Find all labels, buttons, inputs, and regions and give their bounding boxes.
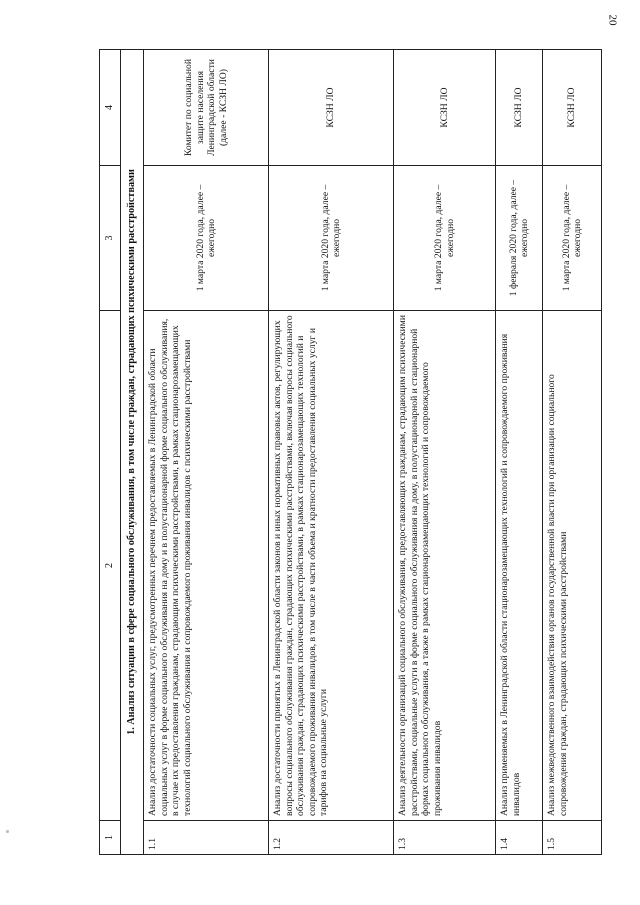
row-deadline: 1 марта 2020 года, далее – ежегодно	[543, 166, 602, 311]
row-executor: КСЗН ЛО	[543, 50, 602, 166]
row-description: Анализ применяемых в Ленинградской области стационарозамещающих технологий и сопровождаемого проживания инвалидов	[496, 311, 543, 821]
rotated-page-content	[99, 50, 584, 855]
row-number: 1.5	[543, 821, 602, 855]
scan-speck	[6, 830, 9, 833]
action-plan-table	[99, 49, 602, 855]
table-row	[269, 50, 394, 855]
header-row	[100, 50, 121, 855]
row-number: 1.1	[144, 821, 269, 855]
row-description: Анализ достаточности социальных услуг, предусмотренных перечнем предоставляемых в Ленинградской области социальных услуг в форме социального обслуживания на дому и в полустационарной форме социального обслуживания, в случае их предоставления гражданам, страдающим психическими расстройствами, в рамках стационарозамещающих технологий социального обслуживания и сопровождаемого проживания инвалидов с психическими расстройствами	[144, 311, 269, 821]
row-executor: КСЗН ЛО	[496, 50, 543, 166]
section-title: 1. Анализ ситуации в сфере социального обслуживания, в том числе граждан, страдающих психическими расстройствами	[121, 50, 144, 855]
section-row	[121, 50, 144, 855]
row-deadline: 1 марта 2020 года, далее – ежегодно	[269, 166, 394, 311]
row-description: Анализ достаточности принятых в Ленинградской области законов и иных нормативных правовых актов, регулирующих вопросы социального обслуживания граждан, страдающих психическими расстройствами, включая вопросы социального обслуживания граждан, страдающих психическими расстройствами, в рамках стационарозамещающих технологий и сопровождаемого проживания инвалидов, в том числе в части объема и кратности предоставления социальных услуг и тарифов на социальные услуги	[269, 311, 394, 821]
table-row	[144, 50, 269, 855]
row-description: Анализ деятельности организаций социального обслуживания, предоставляющих гражданам, страдающим психическими расстройствами, социальные услуги в форме социального обслуживания на дому, в полустационарной и стационарной формах социального обслуживания, а также в рамках стационарозамещающих технологий и сопровождаемого проживания инвалидов	[394, 311, 496, 821]
column-header-4: 4	[100, 50, 121, 166]
row-executor: Комитет по социальной защите населения Ленинградской области (далее - КСЗН ЛО)	[144, 50, 269, 166]
column-header-3: 3	[100, 166, 121, 311]
page-number: 20	[606, 14, 619, 26]
row-deadline: 1 марта 2020 года, далее – ежегодно	[394, 166, 496, 311]
row-description: Анализ межведомственного взаимодействия органов государственной власти при организации социального сопровождения граждан, страдающих психическими расстройствами	[543, 311, 602, 821]
row-executor: КСЗН ЛО	[269, 50, 394, 166]
row-number: 1.3	[394, 821, 496, 855]
row-number: 1.2	[269, 821, 394, 855]
table-row	[543, 50, 602, 855]
row-number: 1.4	[496, 821, 543, 855]
row-executor: КСЗН ЛО	[394, 50, 496, 166]
column-header-1: 1	[100, 821, 121, 855]
row-deadline: 1 февраля 2020 года, далее – ежегодно	[496, 166, 543, 311]
table-row	[394, 50, 496, 855]
column-header-2: 2	[100, 311, 121, 821]
row-deadline: 1 марта 2020 года, далее – ежегодно	[144, 166, 269, 311]
table-row	[496, 50, 543, 855]
